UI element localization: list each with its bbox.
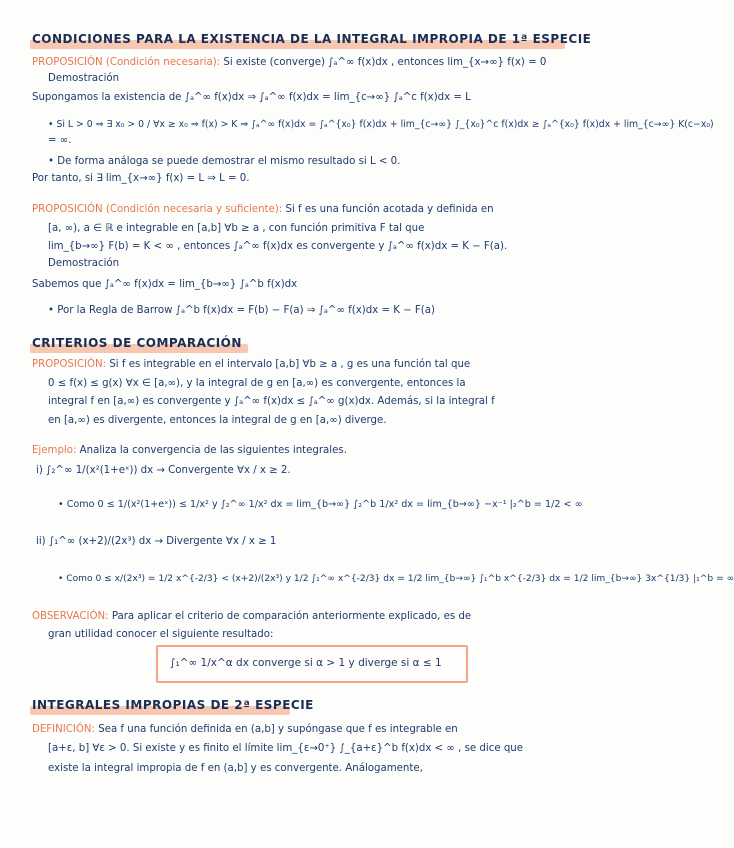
observation: [32, 610, 570, 624]
example-reasoning-ii: • Como 0 ≤ x/(2x³) = 1/2 x^{-2/3} < (x+2)/(2x³) y 1/2 ∫₁^∞ x^{-2/3} dx = 1/2 lim_{b→∞} ∫₁^b x^{-2/3} dx = 1/2 lim_{b→∞} 3x^{1/3} |₁^b = ∞: [58, 574, 734, 584]
definition-text: existe la integral impropia de f en (a,b] y es convergente. Análogamente,: [48, 763, 423, 774]
demonstration-label: Demostración: [48, 258, 120, 269]
proposition-text: Si f es integrable en el intervalo [a,b] ∀b ≥ a , g es una función tal que: [109, 359, 471, 370]
observation-label: OBSERVACIÓN:: [32, 611, 109, 622]
proposition-label: PROPOSICIÓN (Condición necesaria y suficiente):: [32, 204, 283, 215]
definition-text: [a+ε, b] ∀ε > 0. Si existe y es finito el límite lim_{ε→0⁺} ∫_{a+ε}^b f(x)dx < ∞ , se dice que: [48, 743, 524, 754]
observation-text: Para aplicar el criterio de comparación anteriormente explicado, es de: [111, 611, 472, 622]
proof-line: = ∞.: [48, 135, 72, 146]
example-text: Analiza la convergencia de las siguientes integrales.: [79, 445, 347, 456]
definition-label: DEFINICIÓN:: [32, 724, 95, 735]
proof-line: Sabemos que ∫ₐ^∞ f(x)dx = lim_{b→∞} ∫ₐ^b f(x)dx: [32, 279, 298, 290]
proposition-text: Si existe (converge) ∫ₐ^∞ f(x)dx , entonces lim_{x→∞} f(x) = 0: [223, 57, 547, 68]
demonstration-label: Demostración: [48, 73, 120, 84]
proposition-label: PROPOSICIÓN (Condición necesaria):: [32, 57, 221, 68]
proposition-label: PROPOSICIÓN:: [32, 359, 107, 370]
proposition-text: [a, ∞), a ∈ ℝ e integrable en [a,b] ∀b ≥ a , con función primitiva F tal que: [48, 223, 425, 234]
proof-line: Supongamos la existencia de ∫ₐ^∞ f(x)dx ⇒ ∫ₐ^∞ f(x)dx = lim_{c→∞} ∫ₐ^c f(x)dx = L: [32, 92, 471, 103]
boxed-result-text: ∫₁^∞ 1/x^α dx converge si α > 1 y diverge si α ≤ 1: [170, 657, 442, 669]
proof-line: • De forma análoga se puede demostrar el mismo resultado si L < 0.: [48, 156, 401, 167]
example-header: [32, 444, 570, 458]
proposition-text: en [a,∞) es divergente, entonces la integral de g en [a,∞) diverge.: [48, 415, 387, 426]
section-heading-2nd-kind: INTEGRALES IMPROPIAS DE 2ª ESPECIE: [32, 698, 314, 712]
proposition-text: 0 ≤ f(x) ≤ g(x) ∀x ∈ [a,∞), y la integral de g en [a,∞) es convergente, entonces la: [48, 378, 466, 389]
proposition-text: lim_{b→∞} F(b) = K < ∞ , entonces ∫ₐ^∞ f(x)dx es convergente y ∫ₐ^∞ f(x)dx = K − F(a).: [48, 241, 508, 252]
observation-text: gran utilidad conocer el siguiente resultado:: [48, 629, 274, 640]
example-reasoning-i: • Como 0 ≤ 1/(x²(1+eˣ)) ≤ 1/x² y ∫₂^∞ 1/x² dx = lim_{b→∞} ∫₂^b 1/x² dx = lim_{b→∞} −x⁻¹ |₂^b = 1/2 < ∞: [58, 499, 583, 510]
proposition-necessary-sufficient: [32, 203, 570, 217]
section-heading-comparison: CRITERIOS DE COMPARACIÓN: [32, 336, 242, 350]
proof-line: • Si L > 0 ⇒ ∃ x₀ > 0 / ∀x ≥ x₀ ⇒ f(x) > K ⇒ ∫ₐ^∞ f(x)dx = ∫ₐ^{x₀} f(x)dx + lim_{c→∞} ∫_{x₀}^c f(x)dx ≥ ∫ₐ^{x₀} f(x)dx + lim_{c→∞} K(c−x₀): [48, 119, 714, 130]
section-heading-1st-kind: CONDICIONES PARA LA EXISTENCIA DE LA INTEGRAL IMPROPIA DE 1ª ESPECIE: [32, 32, 592, 46]
example-label: Ejemplo:: [32, 445, 77, 456]
proposition-text: integral f en [a,∞) es convergente y ∫ₐ^∞ f(x)dx ≤ ∫ₐ^∞ g(x)dx. Además, si la integral f: [48, 396, 495, 407]
definition: [32, 723, 570, 737]
proof-line: • Por la Regla de Barrow ∫ₐ^b f(x)dx = F(b) − F(a) ⇒ ∫ₐ^∞ f(x)dx = K − F(a): [48, 305, 435, 316]
conclusion-line: Por tanto, si ∃ lim_{x→∞} f(x) = L ⇒ L = 0.: [32, 173, 250, 184]
example-item-ii: ii) ∫₁^∞ (x+2)/(2x³) dx → Divergente ∀x / x ≥ 1: [36, 536, 277, 547]
proposition-necessary-condition: [32, 56, 570, 70]
proposition-text: Si f es una función acotada y definida en: [285, 204, 494, 215]
definition-text: Sea f una función definida en (a,b] y supóngase que f es integrable en: [98, 724, 458, 735]
example-item-i: i) ∫₂^∞ 1/(x²(1+eˣ)) dx → Convergente ∀x / x ≥ 2.: [36, 465, 291, 476]
proposition-comparison: [32, 358, 570, 372]
boxed-result: [156, 645, 468, 683]
